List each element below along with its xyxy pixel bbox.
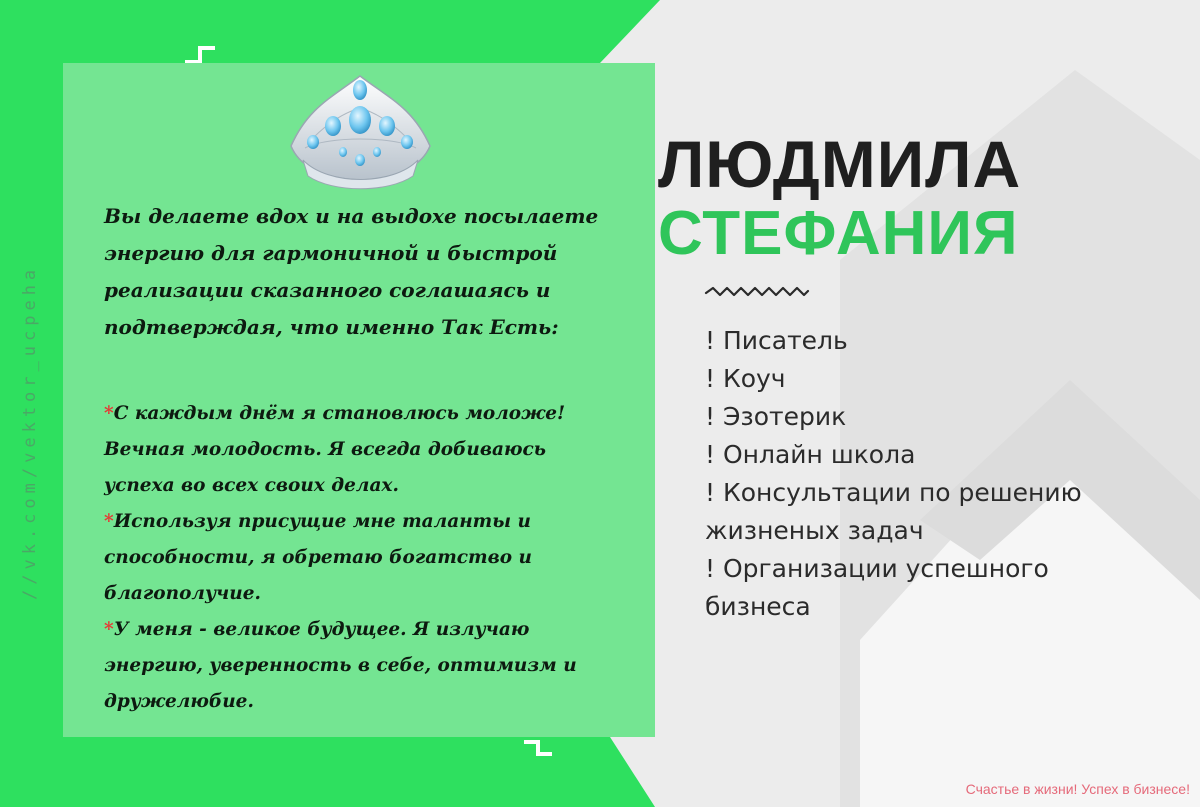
intro-line: энергию для гармоничной и быстрой bbox=[104, 241, 558, 265]
intro-line: Вы делаете вдох и на выдохе посылаете bbox=[104, 204, 599, 228]
services-list bbox=[705, 322, 1165, 626]
list-item: жизненых задач bbox=[705, 516, 924, 545]
affirmation-item bbox=[104, 396, 624, 504]
star-marker: * bbox=[104, 511, 114, 532]
intro-line: реализации сказанного соглашаясь и bbox=[104, 278, 551, 302]
intro-text bbox=[104, 198, 644, 346]
name-first: ЛЮДМИЛА bbox=[658, 127, 1022, 201]
affirmations-list bbox=[104, 396, 624, 720]
list-item: ! Писатель bbox=[705, 326, 848, 355]
list-item: ! Организации успешного bbox=[705, 554, 1049, 583]
zigzag-divider-icon bbox=[704, 284, 810, 302]
affirmation-line: Используя присущие мне таланты и bbox=[113, 511, 531, 532]
list-item: ! Коуч bbox=[705, 364, 786, 393]
affirmation-item bbox=[104, 504, 624, 612]
affirmation-line: С каждым днём я становлюсь моложе! bbox=[113, 403, 566, 424]
vertical-watermark: //vk.com/vektor_ucpeha bbox=[20, 264, 40, 600]
affirmation-line: энергию, уверенность в себе, оптимизм и bbox=[104, 655, 577, 676]
star-marker: * bbox=[104, 403, 114, 424]
affirmation-line: успеха во всех своих делах. bbox=[104, 475, 399, 496]
list-item: ! Онлайн школа bbox=[705, 440, 916, 469]
footer-slogan: Счастье в жизни! Успех в бизнесе! bbox=[965, 781, 1190, 797]
star-marker: * bbox=[104, 619, 114, 640]
affirmation-line: способности, я обретаю богатство и bbox=[104, 547, 533, 568]
list-item: ! Консультации по решению bbox=[705, 478, 1082, 507]
affirmation-line: У меня - великое будущее. Я излучаю bbox=[113, 619, 530, 640]
affirmation-line: благополучие. bbox=[104, 583, 261, 604]
list-item: ! Эзотерик bbox=[705, 402, 847, 431]
affirmation-line: дружелюбие. bbox=[104, 691, 254, 712]
crown-icon bbox=[283, 68, 438, 193]
affirmation-line: Вечная молодость. Я всегда добиваюсь bbox=[104, 439, 546, 460]
list-item: бизнеса bbox=[705, 592, 811, 621]
name-second: СТЕФАНИЯ bbox=[658, 199, 1019, 268]
intro-line: подтверждая, что именно Так Есть: bbox=[104, 315, 559, 339]
affirmation-item bbox=[104, 612, 624, 720]
